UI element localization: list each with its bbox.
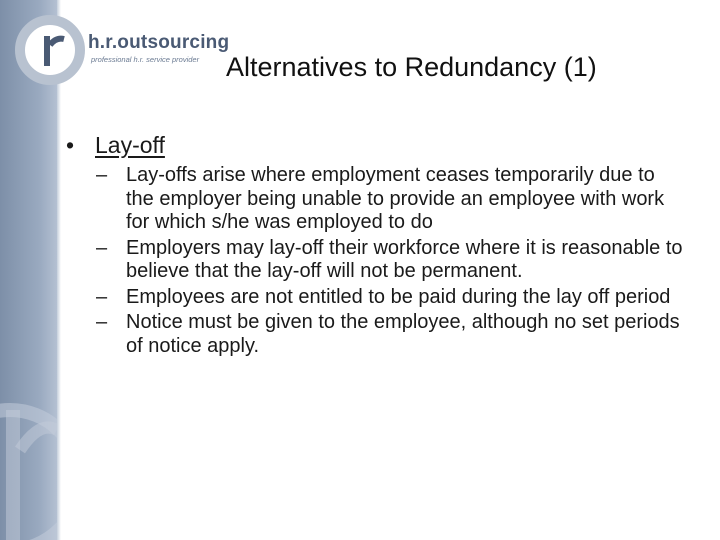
logo-name: h.r.outsourcing	[88, 32, 230, 53]
hr-logo-icon	[14, 12, 94, 88]
dash-icon: –	[96, 311, 108, 333]
sub-point	[96, 286, 696, 310]
bullet-icon: •	[66, 132, 75, 158]
dash-icon: –	[96, 285, 108, 308]
dash-icon: –	[96, 236, 108, 259]
sub-point-text: Notice must be given to the employee, although no set periods of notice apply.	[126, 311, 680, 357]
sub-point	[96, 237, 696, 284]
slide-title: Alternatives to Redundancy (1)	[226, 52, 597, 82]
sub-point	[96, 311, 696, 358]
sub-point-text: Employees are not entitled to be paid during the lay off period	[126, 285, 671, 308]
bullet-layoff	[66, 130, 696, 160]
slide-content	[66, 130, 696, 360]
sub-point	[96, 164, 696, 235]
logo-tagline: professional h.r. service provider	[91, 55, 200, 64]
dash-icon: –	[96, 164, 108, 186]
sub-point-list	[66, 164, 696, 358]
sub-point-text: Employers may lay-off their workforce where it is reasonable to believe that the lay-off will not be permanent.	[126, 236, 683, 282]
bullet-text: Lay-off	[95, 132, 165, 158]
sub-point-text: Lay-offs arise where employment ceases temporarily due to the employer being unable to provide an employee with work for which s/he was employed to do	[126, 164, 665, 233]
